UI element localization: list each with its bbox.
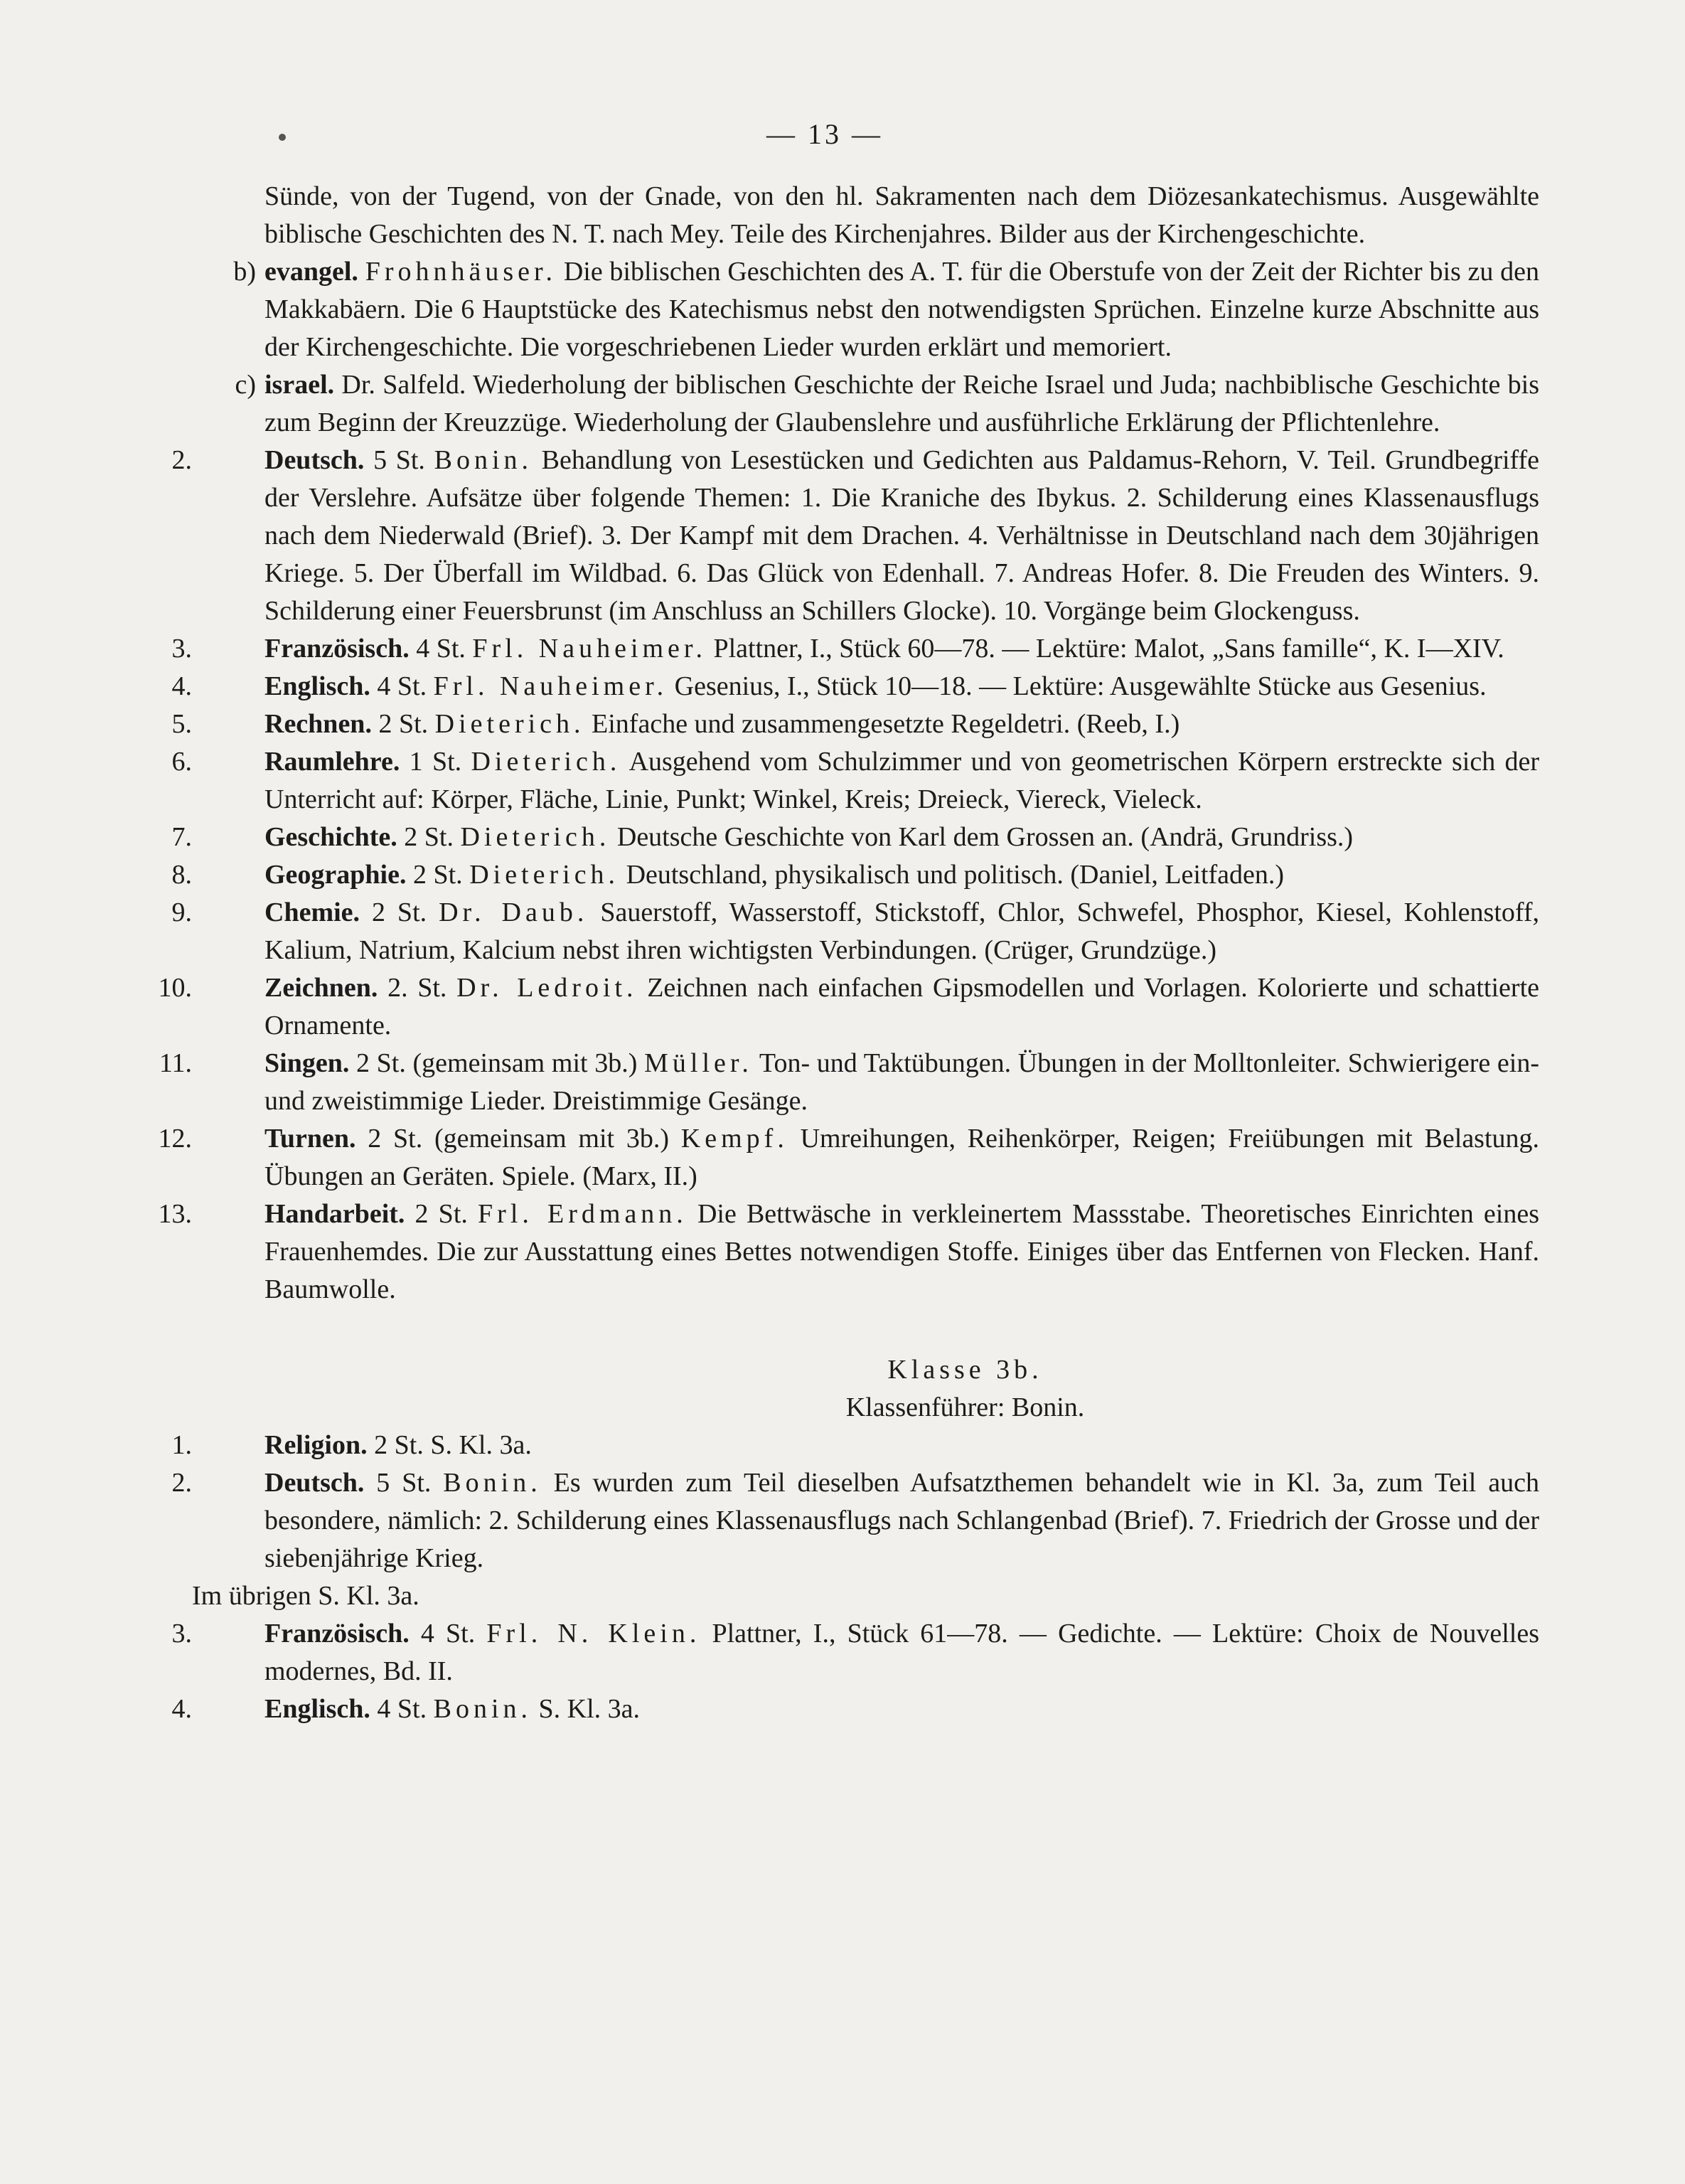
subject-heading: Deutsch. <box>264 445 365 475</box>
subject-heading: Singen. <box>264 1048 350 1078</box>
subject-heading: Französisch. <box>264 634 410 664</box>
hours: 5 St. <box>376 1468 432 1498</box>
subject-heading: Religion. <box>264 1430 368 1460</box>
item-text: Plattner, I., Stück 61—78. — Gedichte. — Lektüre: Choix de Nouvelles modernes, Bd. II. <box>264 1619 1539 1686</box>
item-number: 6. <box>171 747 192 777</box>
subject-heading: Englisch. <box>264 671 370 701</box>
subject-item <box>121 1045 1539 1120</box>
item-text: Sauerstoff, Wasserstoff, Stickstoff, Chlor, Schwefel, Phosphor, Kiesel, Kohlenstoff, Kalium, Natrium, Kalcium nebst ihren wichtigsten Verbindungen. (Crüger, Grundzüge.) <box>264 897 1540 965</box>
hours: 2 St. <box>371 897 427 927</box>
item-number: 11. <box>159 1048 192 1078</box>
teacher-name: Frl. Nauheimer. <box>472 634 707 664</box>
item-text: Es wurden zum Teil dieselben Aufsatzthemen behandelt wie in Kl. 3a, zum Teil auch besondere, nämlich: 2. Schilderung eines Klassenausflugs nach Schlangenbad (Brief). 7. Friedrich der Grosse und der siebenjährige Krieg. <box>264 1468 1540 1573</box>
teacher-name: Dr. Daub. <box>439 897 589 927</box>
teacher-name: Frl. Erdmann. <box>478 1199 688 1229</box>
item-text: Deutsche Geschichte von Karl dem Grossen an. (Andrä, Grundriss.) <box>616 822 1354 852</box>
list-marker: b) <box>233 257 256 287</box>
item-number: 2. <box>171 445 192 475</box>
subject-heading: Rechnen. <box>264 709 372 739</box>
teacher-name: Frohnhäuser. <box>365 257 557 287</box>
subject-heading: Geschichte. <box>264 822 397 852</box>
religion-evangel <box>121 253 1539 366</box>
item-text: S. Kl. 3a. <box>430 1430 532 1460</box>
hours: 4 St. <box>377 1694 427 1724</box>
item-number: 7. <box>171 822 192 852</box>
item-number: 4. <box>171 1694 192 1724</box>
religion-israel <box>121 366 1539 442</box>
teacher-name: Bonin. <box>433 1694 532 1724</box>
hours: 2 St. <box>404 822 454 852</box>
hours: 4 St. <box>420 1619 476 1648</box>
item-number: 3. <box>171 1619 192 1648</box>
hours: 2 St. <box>378 709 429 739</box>
hours: 1 St. <box>409 747 462 777</box>
subject-heading: Handarbeit. <box>264 1199 405 1229</box>
item-number: 4. <box>171 671 192 701</box>
teacher-name: Frl. N. Klein. <box>486 1619 701 1648</box>
item-number: 2. <box>171 1468 192 1498</box>
teacher-name: Dieterich. <box>434 709 585 739</box>
subject-heading: israel. <box>264 370 335 400</box>
item-text: Zeichnen nach einfachen Gipsmodellen und Vorlagen. Kolorierte und schattierte Ornamente. <box>264 973 1539 1040</box>
subject-heading: Turnen. <box>264 1124 356 1154</box>
item-number: 3. <box>171 634 192 664</box>
item-text: Plattner, I., Stück 60—78. — Lektüre: Malot, „Sans famille“, K. I—XIV. <box>713 634 1504 664</box>
teacher-name: Dieterich. <box>471 747 621 777</box>
religion-intro: Sünde, von der Tugend, von der Gnade, von den hl. Sakramenten nach dem Diözesankatechismus. Ausgewählte biblische Geschichten des N. T. nach Mey. Teile des Kirchenjahres. Bilder aus der Kirchengeschichte. <box>264 181 1539 249</box>
subject-heading: Raumlehre. <box>264 747 400 777</box>
subject-item <box>121 1195 1539 1309</box>
subject-heading: Geographie. <box>264 860 407 890</box>
item-text: Umreihungen, Reihenkörper, Reigen; Freiübungen mit Belastung. Übungen an Geräten. Spiele. (Marx, II.) <box>264 1124 1540 1191</box>
item-text: S. Kl. 3a. <box>538 1694 640 1724</box>
teacher-name: Müller. <box>644 1048 753 1078</box>
subject-heading: Englisch. <box>264 1694 370 1724</box>
subject-heading: Zeichnen. <box>264 973 378 1003</box>
item-text: Behandlung von Lesestücken und Gedichten aus Paldamus-Rehorn, V. Teil. Grundbegriffe der Verslehre. Aufsätze über folgende Themen: 1. Die Kraniche des Ibykus. 2. Schilderung eines Klassenausflugs nach dem Niederwald (Brief). 3. Der Kampf mit dem Drachen. 4. Verhältnisse in Deutschland nach dem 30jährigen Kriege. 5. Der Überfall im Wildbad. 6. Das Glück von Edenhall. 7. Andreas Hofer. 8. Die Freuden des Winters. 9. Schilderung einer Feuersbrunst (im Anschluss an Schillers Glocke). 10. Vorgänge beim Glockenguss. <box>264 445 1540 626</box>
hours: 4 St. <box>416 634 466 664</box>
hours: 2. St. <box>387 973 447 1003</box>
subject-heading: Französisch. <box>264 1619 410 1648</box>
document-body <box>121 178 1539 1728</box>
subject-item <box>121 894 1539 969</box>
class-leader: Klassenführer: Bonin. <box>845 1392 1085 1422</box>
subject-item <box>121 856 1539 894</box>
subject-item <box>121 1464 1539 1577</box>
item-text: Deutschland, physikalisch und politisch. (Daniel, Leitfaden.) <box>626 860 1285 890</box>
teacher-name: Bonin. <box>443 1468 542 1498</box>
item-number: 10. <box>158 973 192 1003</box>
item-number: 12. <box>158 1124 192 1154</box>
subject-item <box>121 1427 1539 1464</box>
page-number: — 13 — <box>766 118 883 150</box>
subject-item <box>121 442 1539 630</box>
subject-item <box>121 969 1539 1045</box>
subject-item <box>121 819 1539 856</box>
item-text: Ton- und Taktübungen. Übungen in der Molltonleiter. Schwierigere ein- und zweistimmige Lieder. Dreistimmige Gesänge. <box>264 1048 1539 1116</box>
subject-heading: Chemie. <box>264 897 360 927</box>
hours: 5 St. <box>373 445 425 475</box>
subject-item <box>121 630 1539 668</box>
item-number: 1. <box>171 1430 192 1460</box>
teacher-name: Dr. Ledroit. <box>456 973 638 1003</box>
teacher-name: Frl. Nauheimer. <box>433 671 668 701</box>
teacher-name: Kempf. <box>680 1124 788 1154</box>
item-text: Die Bettwäsche in verkleinertem Massstabe. Theoretisches Einrichten eines Frauenhemdes. Die zur Ausstattung eines Bettes notwendigen Stoffe. Einiges über das Entfernen von Flecken. Hanf. Baumwolle. <box>264 1199 1540 1304</box>
subject-item <box>121 705 1539 743</box>
hours: 2 St. <box>374 1430 424 1460</box>
deutsch-note: Im übrigen S. Kl. 3a. <box>192 1581 419 1611</box>
subject-item <box>121 1690 1539 1728</box>
hours: 2 St. <box>412 860 463 890</box>
teacher-name: Dieterich. <box>469 860 620 890</box>
subject-item <box>121 668 1539 705</box>
teacher-name: Dieterich. <box>460 822 611 852</box>
item-text: Die biblischen Geschichten des A. T. für die Oberstufe von der Zeit der Richter bis zu den Makkabäern. Die 6 Hauptstücke des Katechismus nebst den notwendigsten Sprüchen. Einzelne kurze Abschnitte aus der Kirchengeschichte. Die vorgeschriebenen Lieder wurden erklärt und memoriert. <box>264 257 1540 362</box>
hours: 2 St. (gemeinsam mit 3b.) <box>356 1048 638 1078</box>
list-marker: c) <box>235 370 256 400</box>
subject-heading: evangel. <box>264 257 358 287</box>
hours: 2 St. <box>414 1199 468 1229</box>
item-number: 5. <box>171 709 192 739</box>
item-text: Gesenius, I., Stück 10—18. — Lektüre: Ausgewählte Stücke aus Gesenius. <box>674 671 1487 701</box>
teacher-name: Dr. Salfeld. <box>341 370 466 400</box>
item-text: Ausgehend vom Schulzimmer und von geometrischen Körpern erstreckte sich der Unterricht auf: Körper, Fläche, Linie, Punkt; Winkel, Kreis; Dreieck, Viereck, Vieleck. <box>264 747 1540 814</box>
teacher-name: Bonin. <box>434 445 533 475</box>
hours: 2 St. (gemeinsam mit 3b.) <box>368 1124 670 1154</box>
class-title: Klasse 3b. <box>887 1355 1043 1385</box>
subject-item <box>121 743 1539 819</box>
hours: 4 St. <box>377 671 427 701</box>
item-text: Wiederholung der biblischen Geschichte der Reiche Israel und Juda; nachbiblische Geschichte bis zum Beginn der Kreuzzüge. Wiederholung der Glaubenslehre und ausführliche Erklärung der Pflichtenlehre. <box>264 370 1540 437</box>
item-number: 9. <box>171 897 192 927</box>
item-number: 8. <box>171 860 192 890</box>
item-text: Einfache und zusammengesetzte Regeldetri. (Reeb, I.) <box>592 709 1180 739</box>
item-number: 13. <box>158 1199 192 1229</box>
subject-heading: Deutsch. <box>264 1468 365 1498</box>
subject-item <box>121 1120 1539 1195</box>
subject-item <box>121 1615 1539 1690</box>
